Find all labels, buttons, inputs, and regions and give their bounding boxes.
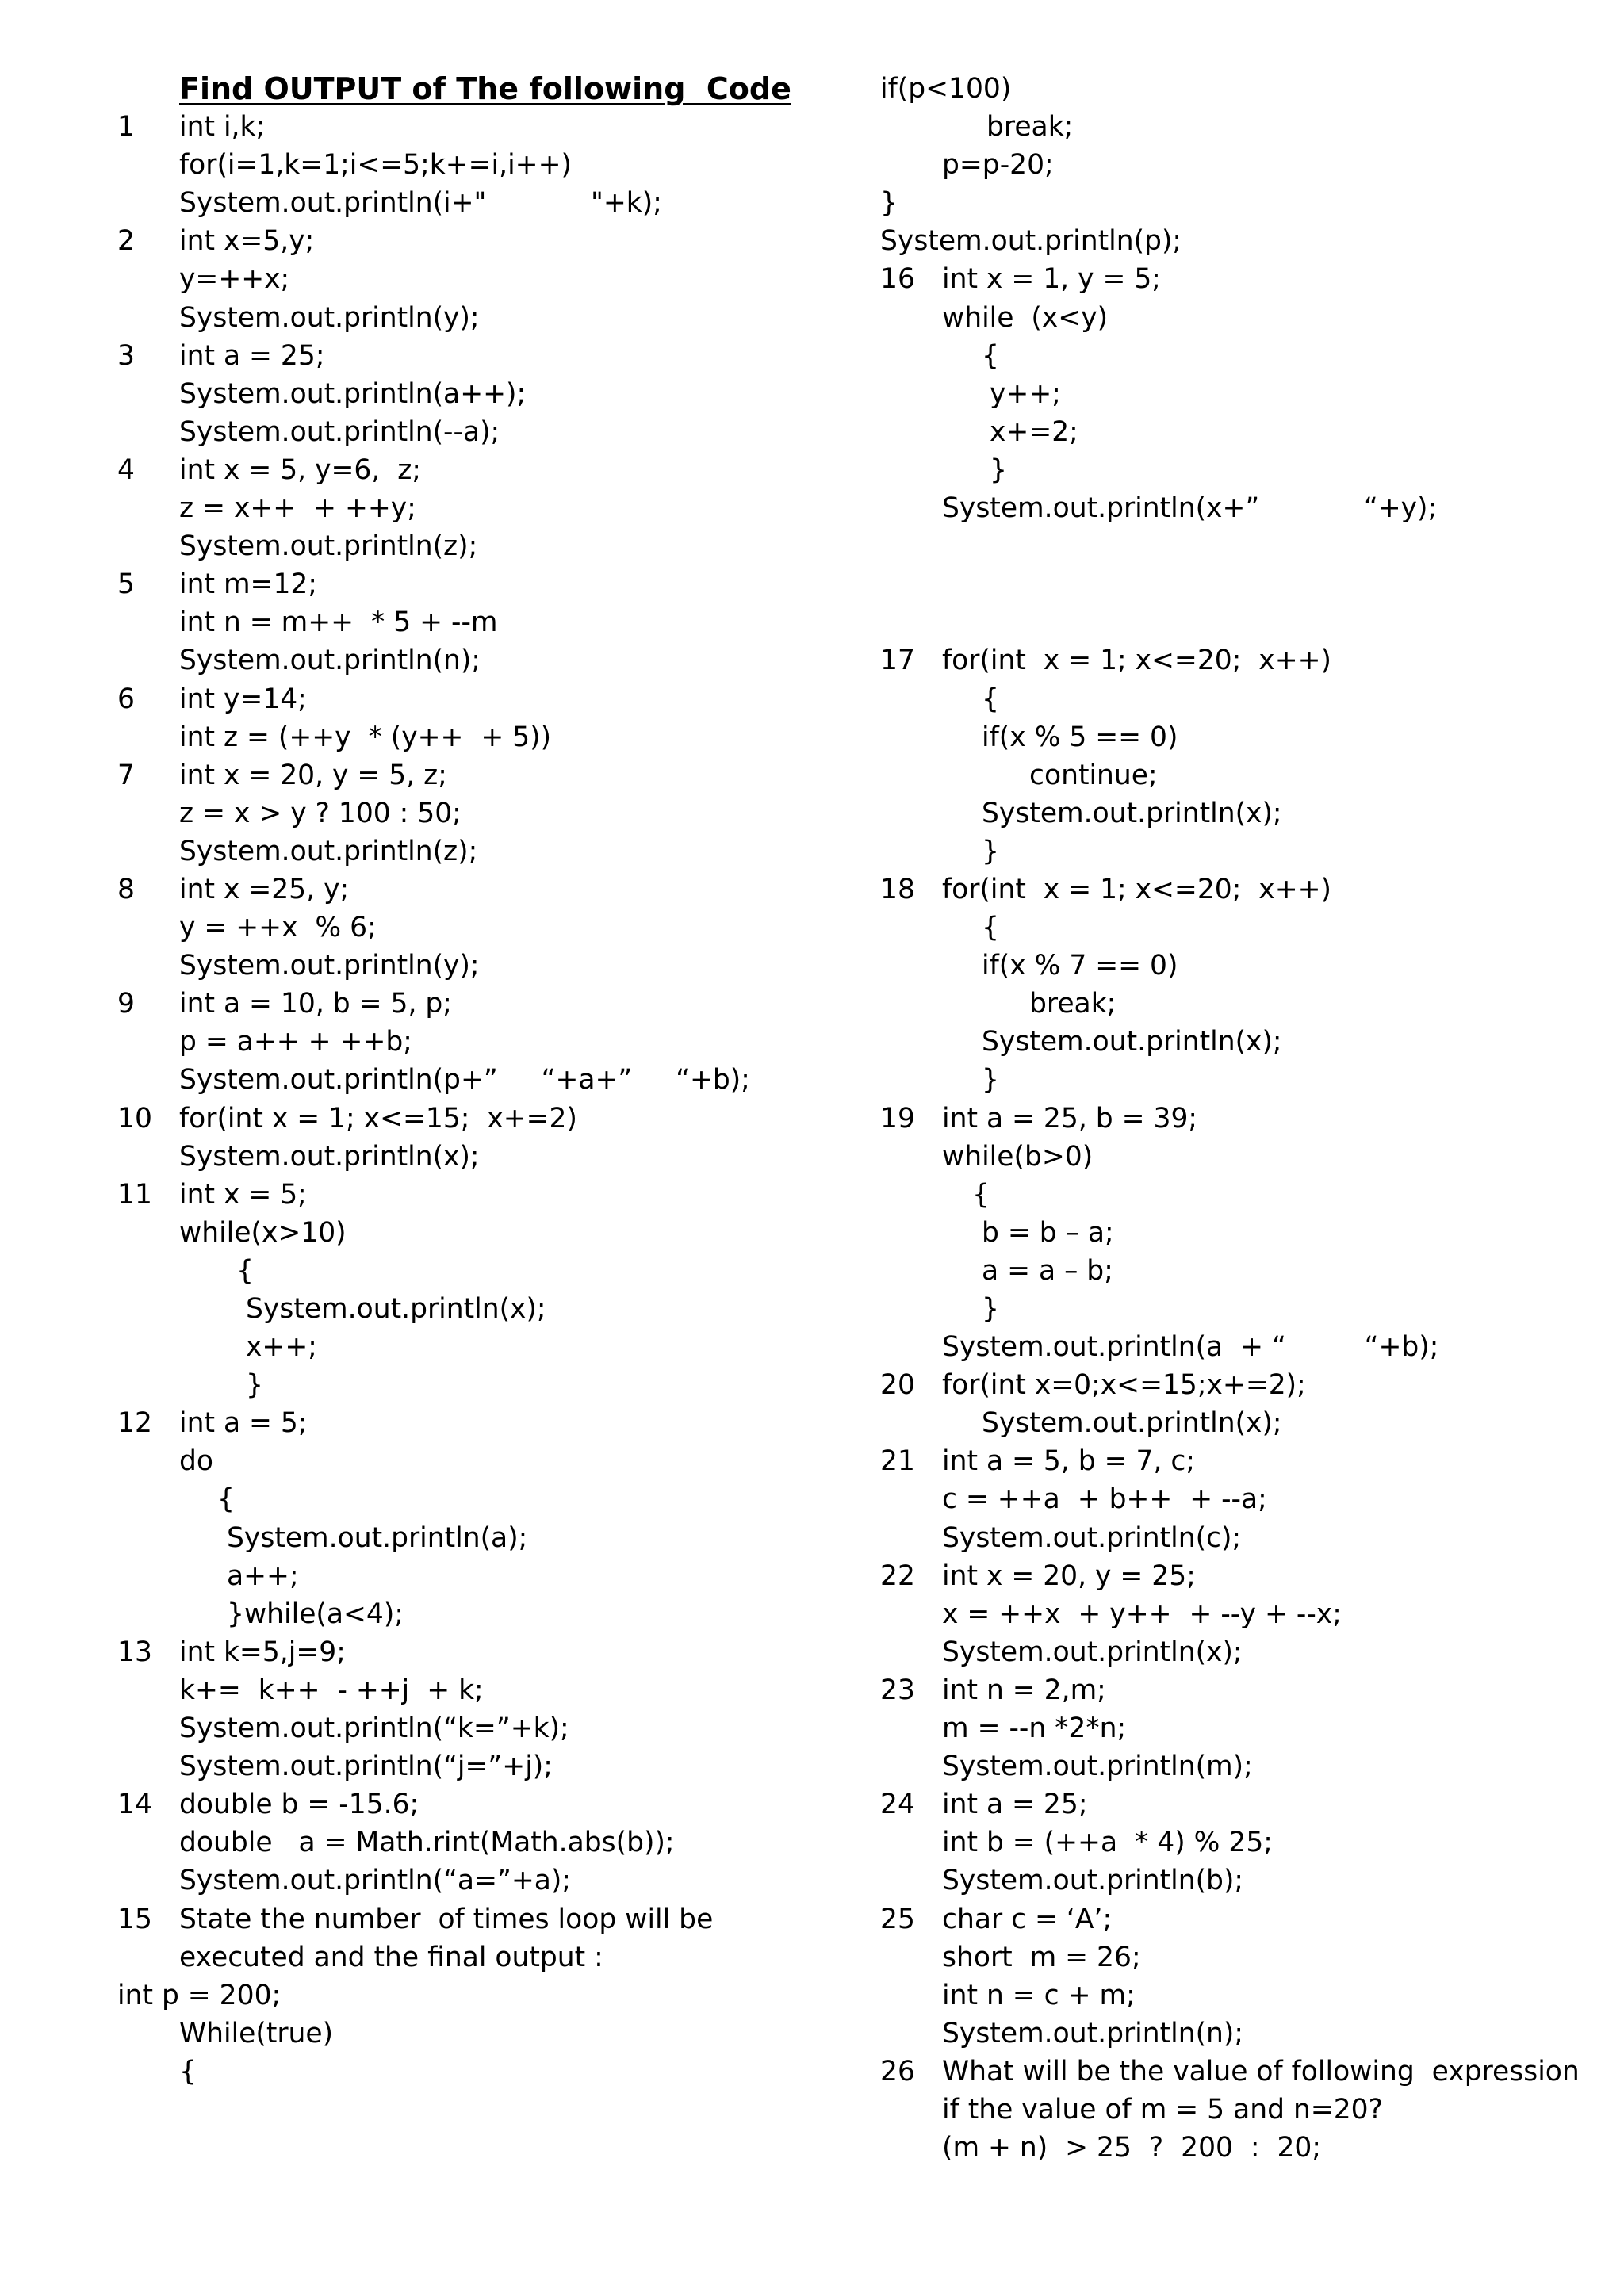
right-column (880, 70, 1594, 2167)
code-line (880, 489, 1594, 527)
code-line (880, 1061, 1594, 1099)
code-text: int x = 20, y = 5, z; (179, 759, 447, 791)
question-number: 15 (117, 1903, 152, 1935)
code-line (117, 1862, 831, 1900)
code-text: System.out.println(“k=”+k); (179, 1712, 569, 1745)
question-line (117, 337, 831, 375)
code-line (117, 1671, 831, 1709)
code-line (880, 832, 1594, 871)
code-text: State the number of times loop will be (179, 1903, 714, 1935)
code-text: System.out.println(x); (982, 1026, 1282, 1058)
question-number: 22 (880, 1559, 915, 1592)
code-line (117, 260, 831, 298)
code-line (880, 718, 1594, 756)
code-text: break; (986, 111, 1074, 144)
question-line (117, 1633, 831, 1671)
code-line (880, 1328, 1594, 1366)
code-text: a++; (227, 1559, 299, 1592)
code-line (117, 527, 831, 565)
code-text: int a = 5, b = 7, c; (942, 1445, 1196, 1478)
question-line (117, 1100, 831, 1138)
code-text: m = --n *2*n; (942, 1712, 1127, 1745)
question-number: 13 (117, 1636, 152, 1668)
code-line (117, 1290, 831, 1328)
code-line (117, 1747, 831, 1785)
code-text: int y=14; (179, 683, 307, 715)
question-line (880, 1557, 1594, 1595)
code-text: System.out.println(x); (179, 1140, 480, 1173)
code-text: while(x>10) (179, 1216, 347, 1249)
question-line (880, 641, 1594, 679)
code-line (880, 527, 1594, 565)
question-number: 21 (880, 1445, 915, 1478)
code-text: { (236, 1254, 254, 1287)
code-text: System.out.println(p); (880, 225, 1182, 258)
question-number: 23 (880, 1674, 915, 1706)
question-number: 7 (117, 759, 135, 791)
code-text: { (972, 1178, 990, 1211)
code-line (117, 1214, 831, 1252)
question-line (117, 871, 831, 909)
code-line (117, 413, 831, 451)
question-number: 24 (880, 1789, 915, 1821)
code-line (880, 146, 1594, 184)
question-number: 3 (117, 339, 135, 372)
code-text: System.out.println(i+" "+k); (179, 187, 662, 220)
code-text: int x=5,y; (179, 225, 315, 258)
code-text: System.out.println(x); (246, 1293, 546, 1325)
code-text: System.out.println(c); (942, 1521, 1242, 1554)
question-number: 19 (880, 1102, 915, 1135)
worksheet-title: Find OUTPUT of The following Code (179, 71, 791, 106)
code-text: } (982, 835, 999, 867)
code-line (880, 565, 1594, 603)
question-number: 5 (117, 568, 135, 601)
code-text: for(int x = 1; x<=20; x++) (942, 873, 1331, 905)
question-line (117, 222, 831, 260)
code-line (117, 1823, 831, 1862)
code-line (880, 947, 1594, 985)
code-text: }while(a<4); (227, 1598, 404, 1630)
code-text: double a = Math.rint(Math.abs(b)); (179, 1827, 675, 1859)
code-line (880, 1519, 1594, 1557)
code-text: System.out.println(--a); (179, 415, 500, 448)
code-line (880, 2015, 1594, 2053)
code-text: for(int x = 1; x<=15; x+=2) (179, 1102, 577, 1135)
code-line (117, 1480, 831, 1518)
question-number: 25 (880, 1903, 915, 1935)
question-number: 8 (117, 873, 135, 905)
code-line (117, 146, 831, 184)
code-line (117, 909, 831, 947)
code-text: z = x++ + ++y; (179, 492, 416, 525)
code-line (117, 1328, 831, 1366)
code-text: { (217, 1483, 235, 1516)
code-line (117, 1938, 831, 1976)
code-text: int k=5,j=9; (179, 1636, 346, 1668)
code-text: System.out.println(y); (179, 950, 480, 982)
code-line (117, 489, 831, 527)
code-line (880, 1252, 1594, 1290)
code-text: } (982, 1293, 999, 1325)
code-text: { (982, 683, 999, 715)
question-line (880, 1442, 1594, 1480)
code-line (880, 1938, 1594, 1976)
code-text: y = ++x % 6; (179, 912, 377, 944)
code-text: System.out.println(p+” “+a+” “+b); (179, 1064, 750, 1096)
code-text: System.out.println(“a=”+a); (179, 1865, 571, 1897)
code-text: int n = m++ * 5 + --m (179, 607, 498, 639)
code-text: int b = (++a * 4) % 25; (942, 1827, 1273, 1859)
question-line (117, 756, 831, 794)
code-line (880, 680, 1594, 718)
code-text: y=++x; (179, 263, 290, 296)
code-line (880, 1595, 1594, 1633)
question-number: 2 (117, 225, 135, 258)
code-text: while (x<y) (942, 301, 1109, 334)
code-text: { (982, 912, 999, 944)
question-number: 11 (117, 1178, 152, 1211)
code-text: int x =25, y; (179, 873, 350, 905)
code-line (880, 794, 1594, 832)
code-text: System.out.println(b); (942, 1865, 1244, 1897)
code-text: for(i=1,k=1;i<=5;k+=i,i++) (179, 149, 572, 182)
code-text: p = a++ + ++b; (179, 1026, 412, 1058)
code-text: int m=12; (179, 568, 317, 601)
question-line (117, 565, 831, 603)
code-text: for(int x = 1; x<=20; x++) (942, 645, 1331, 677)
code-text: for(int x=0;x<=15;x+=2); (942, 1369, 1306, 1402)
code-text: while(b>0) (942, 1140, 1094, 1173)
code-text: int a = 10, b = 5, p; (179, 988, 452, 1020)
code-line (117, 184, 831, 222)
code-text: int x = 5, y=6, z; (179, 453, 421, 486)
question-number: 10 (117, 1102, 152, 1135)
code-line (880, 1709, 1594, 1747)
question-line (880, 871, 1594, 909)
code-line (117, 1023, 831, 1061)
code-line (117, 718, 831, 756)
question-line (880, 1366, 1594, 1404)
question-number: 16 (880, 263, 915, 296)
code-line (880, 451, 1594, 489)
question-number: 9 (117, 988, 135, 1020)
question-line (880, 1100, 1594, 1138)
question-line (880, 1671, 1594, 1709)
code-text: } (982, 1064, 999, 1096)
code-text: System.out.println(x); (982, 1407, 1282, 1440)
question-line (880, 2053, 1594, 2091)
code-line (880, 603, 1594, 641)
question-number: 26 (880, 2055, 915, 2087)
code-line (880, 108, 1594, 146)
code-line (117, 2015, 831, 2053)
code-text: char c = ‘A’; (942, 1903, 1113, 1935)
code-line (880, 299, 1594, 337)
question-number: 4 (117, 453, 135, 486)
question-number: 6 (117, 683, 135, 715)
code-line (880, 1290, 1594, 1328)
code-line (117, 1442, 831, 1480)
code-text: { (179, 2055, 197, 2087)
code-text: do (179, 1445, 214, 1478)
code-text: if the value of m = 5 and n=20? (942, 2093, 1383, 2126)
code-line (117, 1252, 831, 1290)
code-text: System.out.println(n); (942, 2017, 1244, 2049)
code-line (880, 1480, 1594, 1518)
question-number: 1 (117, 111, 135, 144)
code-line (880, 1176, 1594, 1214)
code-text: int n = c + m; (942, 1979, 1136, 2011)
code-text: executed and the final output : (179, 1941, 603, 1973)
code-line (117, 299, 831, 337)
code-text: System.out.println(x); (982, 797, 1282, 829)
code-line (880, 2129, 1594, 2167)
code-text: if(x % 7 == 0) (982, 950, 1178, 982)
code-text: System.out.println(z); (179, 530, 478, 563)
code-text: if(p<100) (880, 73, 1012, 105)
title-line (117, 70, 831, 108)
code-text: int a = 25; (942, 1789, 1088, 1821)
question-line (117, 1785, 831, 1823)
code-line (880, 337, 1594, 375)
code-text: continue; (1029, 759, 1158, 791)
code-text: System.out.println(a); (227, 1521, 528, 1554)
question-line (117, 680, 831, 718)
code-text: x++; (246, 1331, 317, 1364)
code-line (880, 1862, 1594, 1900)
code-text: a = a – b; (982, 1254, 1113, 1287)
code-text: c = ++a + b++ + --a; (942, 1483, 1267, 1516)
question-line (117, 1176, 831, 1214)
code-line (880, 1214, 1594, 1252)
code-text: b = b – a; (982, 1216, 1114, 1249)
code-line (880, 909, 1594, 947)
code-text: System.out.println(a + “ “+b); (942, 1331, 1439, 1364)
code-line (880, 222, 1594, 260)
code-text: } (990, 453, 1007, 486)
question-number: 12 (117, 1407, 152, 1440)
code-text: System.out.println(n); (179, 645, 481, 677)
code-text: int p = 200; (117, 1979, 282, 2011)
code-text: x = ++x + y++ + --y + --x; (942, 1598, 1342, 1630)
code-line (117, 603, 831, 641)
code-text: int a = 25, b = 39; (942, 1102, 1198, 1135)
code-line (117, 947, 831, 985)
code-line (117, 1366, 831, 1404)
code-text: int z = (++y * (y++ + 5)) (179, 721, 552, 753)
code-line (117, 1709, 831, 1747)
left-question-list (117, 108, 831, 2091)
code-text: x+=2; (990, 415, 1078, 448)
code-text: p=p-20; (942, 149, 1054, 182)
code-text: { (982, 339, 999, 372)
code-line (117, 1519, 831, 1557)
code-line (117, 1138, 831, 1176)
code-text: int n = 2,m; (942, 1674, 1106, 1706)
code-text: int x = 1, y = 5; (942, 263, 1161, 296)
question-line (880, 260, 1594, 298)
code-line (880, 1823, 1594, 1862)
code-line (880, 413, 1594, 451)
code-text: System.out.println(m); (942, 1751, 1253, 1783)
code-line (117, 375, 831, 413)
code-line (117, 1595, 831, 1633)
code-line (117, 1061, 831, 1099)
code-text: int a = 25; (179, 339, 325, 372)
code-text: double b = -15.6; (179, 1789, 419, 1821)
code-line (117, 832, 831, 871)
code-text: System.out.println(x+” “+y); (942, 492, 1438, 525)
code-line (880, 375, 1594, 413)
question-line (117, 108, 831, 146)
code-text: int x = 20, y = 25; (942, 1559, 1196, 1592)
code-text: int a = 5; (179, 1407, 308, 1440)
code-text: System.out.println(a++); (179, 377, 527, 410)
code-text: While(true) (179, 2017, 334, 2049)
code-line (117, 1557, 831, 1595)
code-text: System.out.println(z); (179, 835, 478, 867)
code-text: int i,k; (179, 111, 266, 144)
question-line (117, 451, 831, 489)
code-line (880, 1404, 1594, 1442)
question-line (880, 1785, 1594, 1823)
code-text: break; (1029, 988, 1116, 1020)
code-line (880, 1138, 1594, 1176)
right-question-list (880, 70, 1594, 2167)
question-line (117, 1900, 831, 1938)
code-text: } (880, 187, 898, 220)
question-line (117, 985, 831, 1023)
question-line (880, 1900, 1594, 1938)
left-column (117, 70, 831, 2091)
question-number: 18 (880, 873, 915, 905)
code-line (880, 1747, 1594, 1785)
code-line (880, 756, 1594, 794)
code-text: if(x % 5 == 0) (982, 721, 1178, 753)
code-text: System.out.println(x); (942, 1636, 1243, 1668)
code-text: System.out.println(“j=”+j); (179, 1751, 553, 1783)
code-line (880, 1633, 1594, 1671)
code-line (880, 184, 1594, 222)
code-text: System.out.println(y); (179, 301, 480, 334)
code-text: y++; (990, 377, 1061, 410)
code-text: short m = 26; (942, 1941, 1141, 1973)
code-line (880, 2091, 1594, 2129)
code-line (117, 794, 831, 832)
code-line (117, 2053, 831, 2091)
code-text: z = x > y ? 100 : 50; (179, 797, 462, 829)
question-number: 17 (880, 645, 915, 677)
code-line (880, 1976, 1594, 2015)
code-text: What will be the value of following expression (942, 2055, 1580, 2087)
question-line (117, 1404, 831, 1442)
question-number: 20 (880, 1369, 915, 1402)
code-line (880, 70, 1594, 108)
code-line (880, 985, 1594, 1023)
code-line (880, 1023, 1594, 1061)
code-text: } (246, 1369, 263, 1402)
code-text: (m + n) > 25 ? 200 : 20; (942, 2132, 1321, 2164)
question-number: 14 (117, 1789, 152, 1821)
code-text: k+= k++ - ++j + k; (179, 1674, 484, 1706)
code-line (117, 641, 831, 679)
code-text: int x = 5; (179, 1178, 307, 1211)
code-line (117, 1976, 831, 2015)
